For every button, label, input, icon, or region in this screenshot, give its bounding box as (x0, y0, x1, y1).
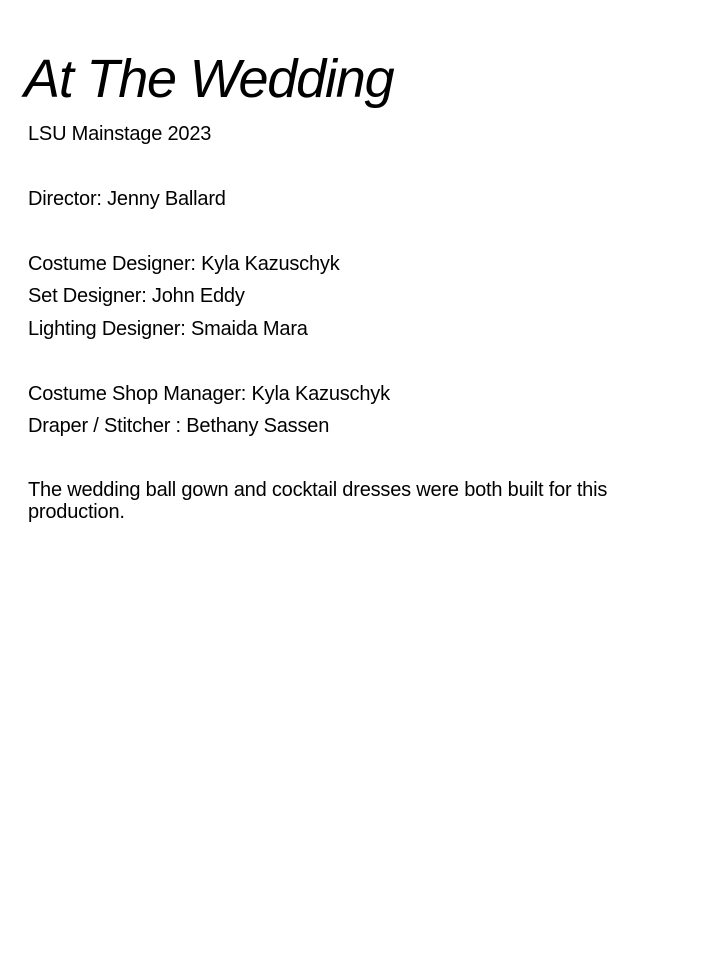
credit-costume-designer: Costume Designer: Kyla Kazuschyk (28, 253, 340, 275)
production-description: The wedding ball gown and cocktail dresses were both built for this production. (28, 479, 608, 523)
credit-director: Director: Jenny Ballard (28, 188, 226, 210)
credit-set-designer: Set Designer: John Eddy (28, 285, 245, 307)
credit-lighting-designer: Lighting Designer: Smaida Mara (28, 318, 308, 340)
production-subtitle: LSU Mainstage 2023 (28, 123, 212, 145)
page-title: At The Wedding (24, 49, 394, 109)
credit-draper-stitcher: Draper / Stitcher : Bethany Sassen (28, 415, 330, 437)
credit-costume-shop-manager: Costume Shop Manager: Kyla Kazuschyk (28, 383, 390, 405)
